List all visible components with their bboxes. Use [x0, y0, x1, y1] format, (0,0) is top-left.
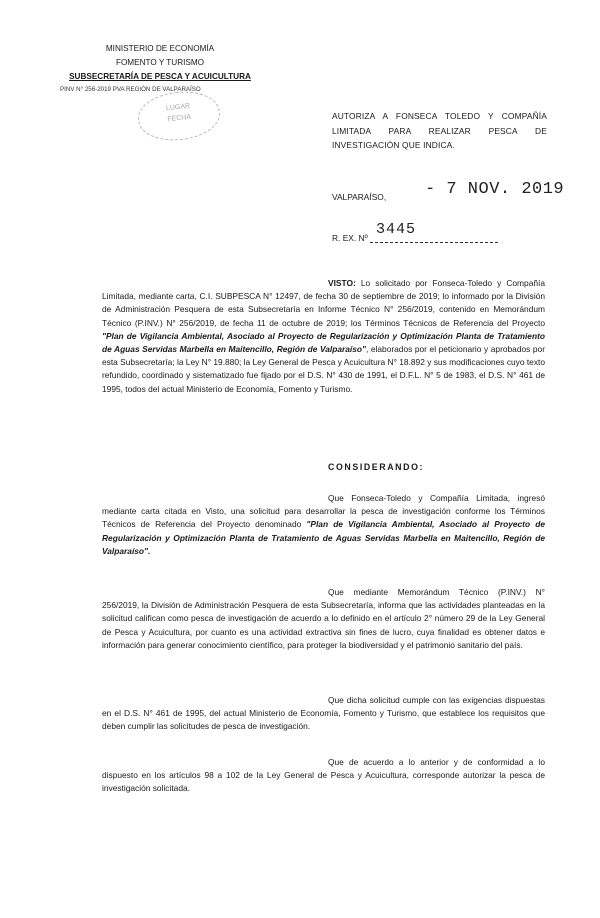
- visto-text-1: Lo solicitado por Fonseca-Toledo y Compañía Limitada, mediante carta, C.I. SUBPESCA N° 12497, de fecha 30 de septiembre de 2019; lo informado por la División de Administración Pesquera de esta Subsecretaría en Informe Técnico N° 256/2019, contenido en Memorándum Técnico (P.INV.) N° 256/2019, de fecha 11 de octubre de 2019; los Términos Técnicos de Referencia del Proyecto: [102, 278, 545, 328]
- ministry-line-1: MINISTERIO DE ECONOMÍA: [105, 44, 215, 53]
- ministry-line-2: FOMENTO Y TURISMO: [115, 58, 205, 67]
- rex-label: R. EX. Nº: [332, 233, 368, 243]
- document-reference: PINV N° 256-2019 PVA REGIÓN DE VALPARAÍSO: [60, 86, 201, 93]
- rex-number: 3445: [376, 221, 417, 238]
- visto-paragraph: [102, 277, 545, 396]
- considerando-3-text: Que dicha solicitud cumple con las exigencias dispuestas en el D.S. N° 461 de 1995, del actual Ministerio de Economía, Fomento y Turismo, que establece los requisitos que deben cumplir las solicitudes de pesca de investigación.: [102, 695, 545, 732]
- considerando-paragraph-1: [102, 492, 545, 558]
- rex-underline: [370, 242, 498, 243]
- office-stamp: [136, 88, 223, 144]
- visto-label: VISTO:: [328, 278, 356, 288]
- visto-text-2: , elaborados por el peticionario y aprobados por esta Subsecretaría; la Ley N° 19.880; la Ley General de Pesca y Acuicultura N° 18.892 y sus modificaciones cuyo texto refundido, coordinado y sistematizado fue fijado por el D.S. N° 430 de 1991, el D.F.L. N° 5 de 1983, el D.S. N° 461 de 1995, todos del actual Ministerio de Economía, Fomento y Turismo.: [102, 344, 545, 394]
- considerando-paragraph-3: [102, 694, 545, 734]
- stamp-line-1: LUGAR: [165, 102, 191, 113]
- considerando-1-text: Que Fonseca-Toledo y Compañía Limitada, ingresó mediante carta citada en Visto, una solicitud para desarrollar la pesca de investigación conforme los Términos Técnicos de Referencia del Proyecto denominado: [102, 493, 545, 530]
- resolution-subject: AUTORIZA A FONSECA TOLEDO Y COMPAÑÍA LIMITADA PARA REALIZAR PESCA DE INVESTIGACIÓN QUE INDICA.: [332, 111, 547, 150]
- subsecretaria-name: SUBSECRETARÍA DE PESCA Y ACUICULTURA: [69, 72, 251, 81]
- date-stamp: - 7 NOV. 2019: [425, 180, 565, 199]
- visto-project-title: "Plan de Vigilancia Ambiental, Asociado al Proyecto de Regularización y Optimización Planta de Tratamiento de Aguas Servidas Marbella en Maitencillo, Región de Valparaíso": [102, 330, 545, 355]
- resolution-number: [332, 221, 417, 243]
- considerando-2-text: Que mediante Memorándum Técnico (P.INV.) N° 256/2019, la División de Administración Pesquera de esta Subsecretaría, informa que las actividades planteadas en la solicitud califican como pesca de investigación de acuerdo a lo definido en el artículo 2° número 29 de la Ley General de Pesca y Acuicultura, por cuanto es una actividad extractiva sin fines de lucro, cuya finalidad es obtener datos e información para generar conocimiento científico, para proteger la biodiversidad y el patrimonio sanitario del país.: [102, 587, 545, 650]
- stamp-line-2: FECHA: [167, 113, 192, 124]
- considerando-4-text: Que de acuerdo a lo anterior y de conformidad a lo dispuesto en los artículos 98 a 102 de la Ley General de Pesca y Acuicultura, corresponde autorizar la pesca de investigación solicitada.: [102, 757, 545, 794]
- considerando-1-project-title: "Plan de Vigilancia Ambiental, Asociado al Proyecto de Regularización y Optimización Planta de Tratamiento de Aguas Servidas Marbella en Maitencillo, Región de Valparaíso".: [102, 519, 545, 556]
- place-date: [332, 180, 565, 205]
- considerando-heading: CONSIDERANDO:: [328, 462, 425, 472]
- considerando-paragraph-4: [102, 756, 545, 796]
- considerando-paragraph-2: [102, 586, 545, 652]
- place-label: VALPARAÍSO,: [332, 192, 387, 202]
